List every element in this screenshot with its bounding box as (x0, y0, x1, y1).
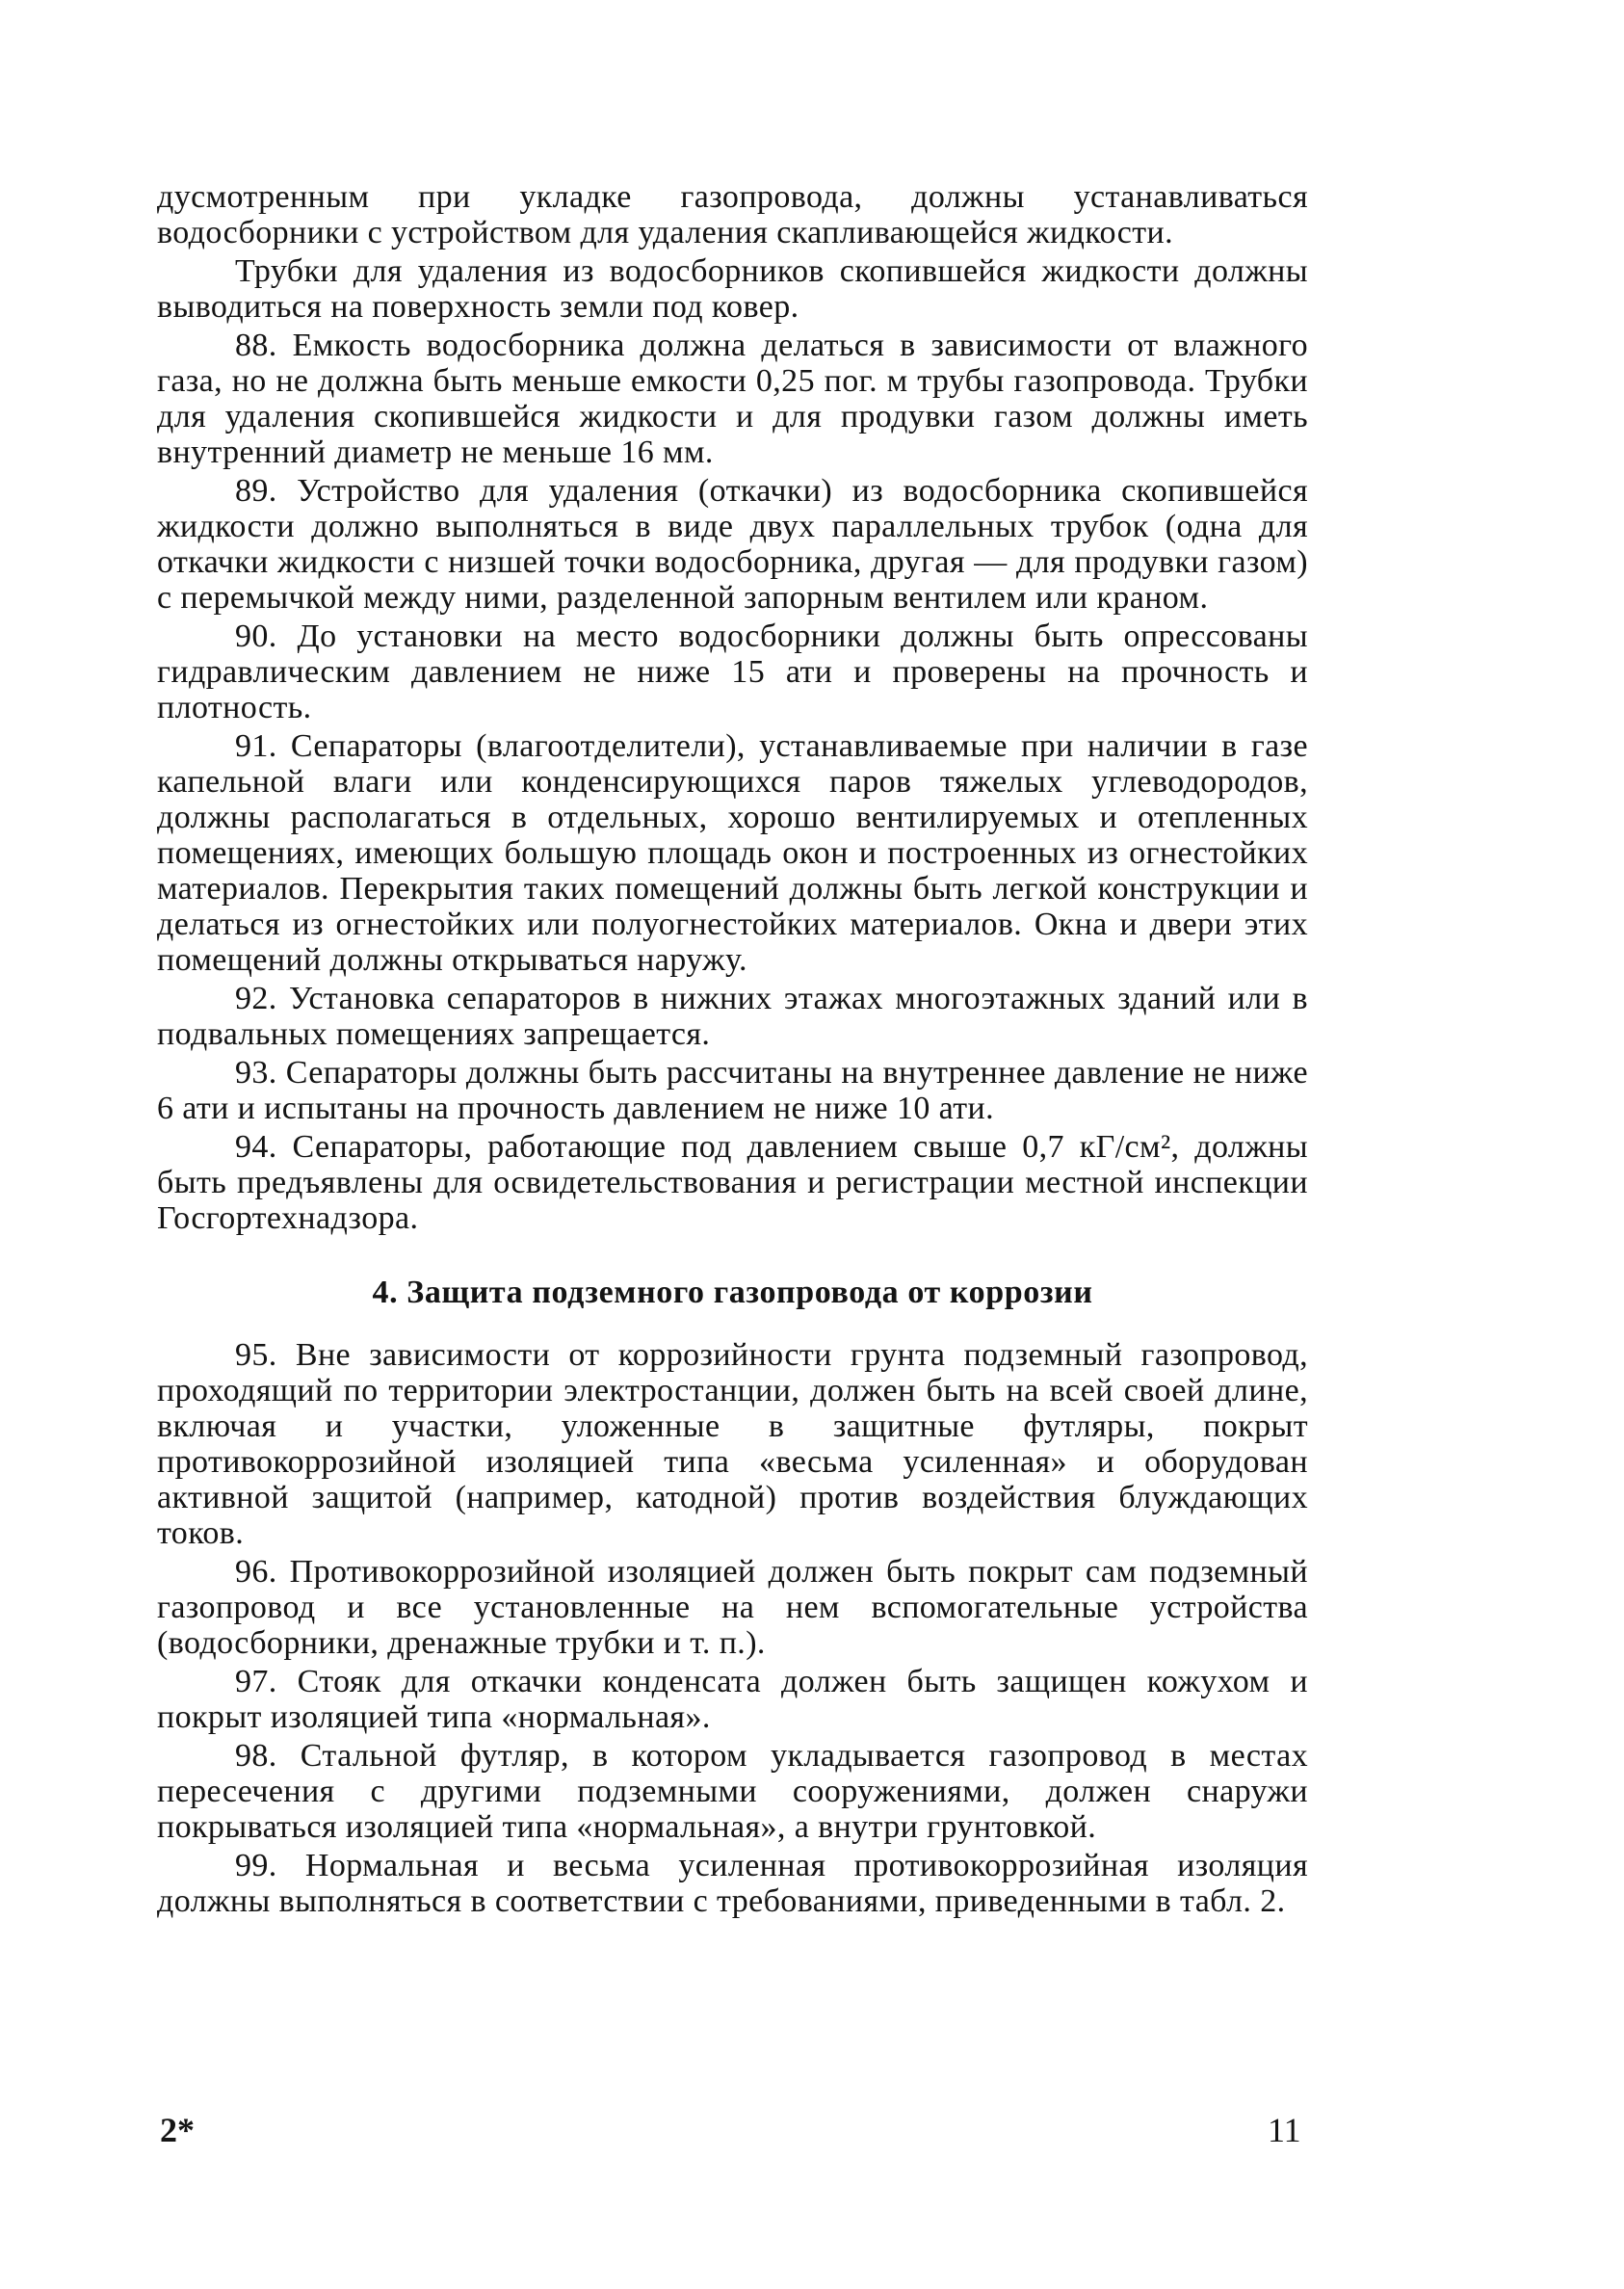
paragraph-96: 96. Противокоррозийной изоляцией должен быть покрыт сам подземный газопровод и все установленные на нем вспомогательные устройства (водосборники, дренажные трубки и т. п.). (157, 1554, 1308, 1661)
paragraph-88: 88. Емкость водосборника должна делаться в зависимости от влажного газа, но не должна быть меньше емкости 0,25 пог. м трубы газопровода. Трубки для удаления скопившейся жидкости и для продувки газом должны иметь внутренний диаметр не меньше 16 мм. (157, 328, 1308, 470)
paragraph-98: 98. Стальной футляр, в котором укладывается газопровод в местах пересечения с другими подземными сооружениями, должен снаружи покрываться изоляцией типа «нормальная», а внутри грунтовкой. (157, 1738, 1308, 1845)
paragraph-continuation: дусмотренным при укладке газопровода, должны устанавливаться водосборники с устройством для удаления скапливающейся жидкости. (157, 179, 1308, 250)
page-number: 11 (1268, 2111, 1301, 2149)
paragraph-97: 97. Стояк для откачки конденсата должен быть защищен кожухом и покрыт изоляцией типа «нормальная». (157, 1664, 1308, 1735)
paragraph-90: 90. До установки на место водосборники должны быть опрессованы гидравлическим давлением не ниже 15 ати и проверены на прочность и плотность. (157, 618, 1308, 725)
paragraph-91: 91. Сепараторы (влагоотделители), устанавливаемые при наличии в газе капельной влаги или конденсирующихся паров тяжелых углеводородов, должны располагаться в отдельных, хорошо вентилируемых и отепленных помещениях, имеющих большую площадь окон и построенных из огнестойких материалов. Перекрытия таких помещений должны быть легкой конструкции и делаться из огнестойких или полуогнестойких материалов. Окна и двери этих помещений должны открываться наружу. (157, 728, 1308, 978)
paragraph-93: 93. Сепараторы должны быть рассчитаны на внутреннее давление не ниже 6 ати и испытаны на прочность давлением не ниже 10 ати. (157, 1055, 1308, 1126)
paragraph-95: 95. Вне зависимости от коррозийности грунта подземный газопровод, проходящий по территории электростанции, должен быть на всей своей длине, включая и участки, уложенные в защитные футляры, покрыт противокоррозийной изоляцией типа «весьма усиленная» и оборудован активной защитой (например, катодной) против воздействия блуждающих токов. (157, 1337, 1308, 1551)
paragraph-drain-tubes: Трубки для удаления из водосборников скопившейся жидкости должны выводиться на поверхность земли под ковер. (157, 253, 1308, 325)
paragraph-99: 99. Нормальная и весьма усиленная противокоррозийная изоляция должны выполняться в соответствии с требованиями, приведенными в табл. 2. (157, 1848, 1308, 1919)
signature-mark: 2* (160, 2111, 195, 2149)
paragraph-92: 92. Установка сепараторов в нижних этажах многоэтажных зданий или в подвальных помещениях запрещается. (157, 981, 1308, 1052)
paragraph-94: 94. Сепараторы, работающие под давлением свыше 0,7 кГ/см², должны быть предъявлены для освидетельствования и регистрации местной инспекции Госгортехнадзора. (157, 1129, 1308, 1236)
section-heading: 4. Защита подземного газопровода от коррозии (372, 1275, 1093, 1310)
body-text (157, 179, 1308, 1922)
paragraph-89: 89. Устройство для удаления (откачки) из водосборника скопившейся жидкости должно выполняться в виде двух параллельных трубок (одна для откачки жидкости с низшей точки водосборника, другая — для продувки газом) с перемычкой между ними, разделенной запорным вентилем или краном. (157, 473, 1308, 616)
